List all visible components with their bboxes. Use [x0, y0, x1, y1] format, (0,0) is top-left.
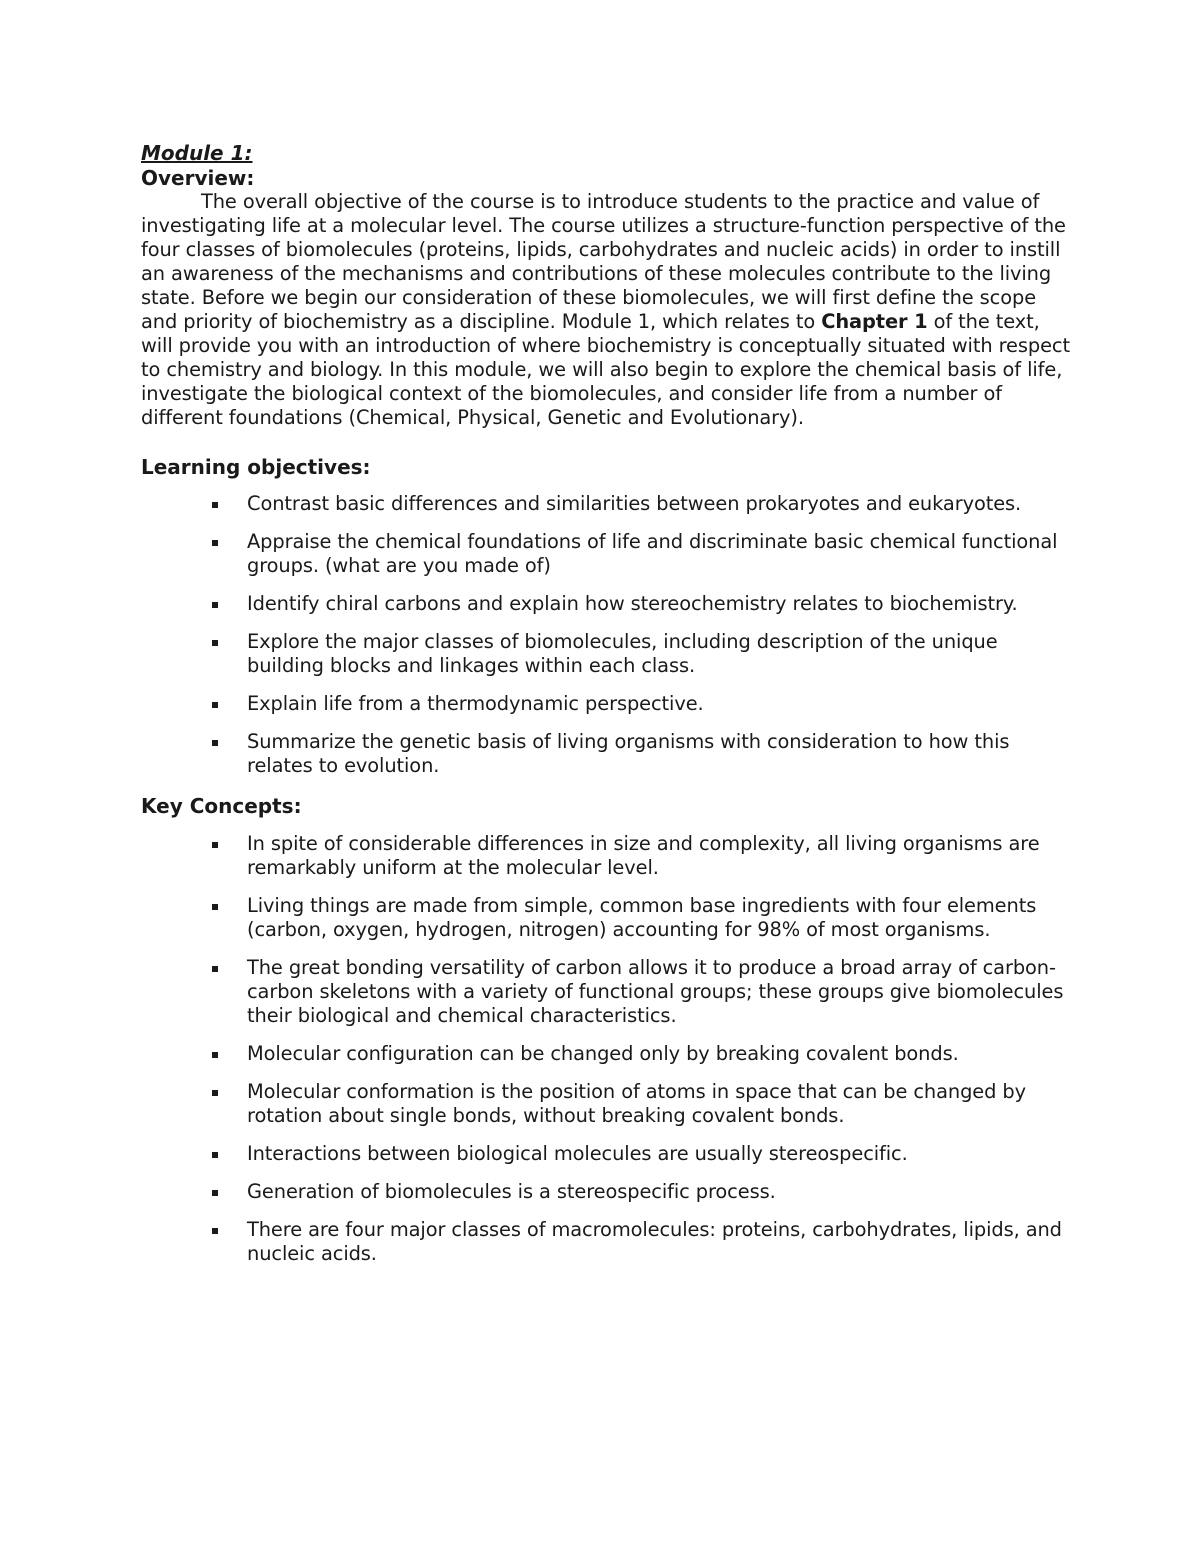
list-item: Explore the major classes of biomolecules, including description of the unique building blocks and linkages within each class.: [141, 630, 1071, 678]
bullet-icon: [212, 904, 218, 910]
bullet-icon: [212, 502, 218, 508]
list-item: In spite of considerable differences in size and complexity, all living organisms are remarkably uniform at the molecular level.: [141, 832, 1071, 880]
list-item: Explain life from a thermodynamic perspective.: [141, 692, 1071, 716]
list-item: Interactions between biological molecules are usually stereospecific.: [141, 1142, 1071, 1166]
overview-paragraph: [141, 190, 1071, 430]
key-concepts-list: [141, 832, 1071, 1266]
bullet-icon: [212, 740, 218, 746]
bullet-icon: [212, 966, 218, 972]
overview-text-part-1: The overall objective of the course is to introduce students to the practice and value of investigating life at a molecular level. The course utilizes a structure-function perspective of the four classes of biomolecules (proteins, lipids, carbohydrates and nucleic acids) in order to instill an awareness of the mechanisms and contributions of these molecules contribute to the living state. Before we begin our consideration of these biomolecules, we will first define the scope and priority of biochemistry as a discipline. Module 1, which relates to: [141, 190, 1066, 333]
bullet-icon: [212, 1190, 218, 1196]
bullet-icon: [212, 540, 218, 546]
module-title: Module 1:: [141, 141, 253, 165]
bullet-icon: [212, 1052, 218, 1058]
overview-heading: Overview:: [141, 166, 255, 190]
bullet-icon: [212, 1090, 218, 1096]
list-item: Molecular configuration can be changed only by breaking covalent bonds.: [141, 1042, 1071, 1066]
bullet-icon: [212, 602, 218, 608]
bullet-icon: [212, 1228, 218, 1234]
bullet-icon: [212, 842, 218, 848]
list-item: The great bonding versatility of carbon allows it to produce a broad array of carbon-carbon skeletons with a variety of functional groups; these groups give biomolecules their biological and chemical characteristics.: [141, 956, 1071, 1028]
list-item: Appraise the chemical foundations of life and discriminate basic chemical functional groups. (what are you made of): [141, 530, 1071, 578]
bullet-icon: [212, 702, 218, 708]
list-item: Molecular conformation is the position of atoms in space that can be changed by rotation about single bonds, without breaking covalent bonds.: [141, 1080, 1071, 1128]
document-page: [141, 140, 1071, 1280]
learning-objectives-list: [141, 492, 1071, 778]
bullet-icon: [212, 1152, 218, 1158]
overview-text-part-2: of the text, will provide you with an introduction of where biochemistry is conceptually situated with respect to chemistry and biology. In this module, we will also begin to explore the chemical basis of life, investigate the biological context of the biomolecules, and consider life from a number of different foundations (Chemical, Physical, Genetic and Evolutionary).: [141, 310, 1070, 429]
chapter-reference: Chapter 1: [821, 310, 928, 333]
list-item: Identify chiral carbons and explain how stereochemistry relates to biochemistry.: [141, 592, 1071, 616]
list-item: Contrast basic differences and similarities between prokaryotes and eukaryotes.: [141, 492, 1071, 516]
list-item: Summarize the genetic basis of living organisms with consideration to how this relates to evolution.: [141, 730, 1071, 778]
list-item: Living things are made from simple, common base ingredients with four elements (carbon, oxygen, hydrogen, nitrogen) accounting for 98% of most organisms.: [141, 894, 1071, 942]
learning-objectives-heading: Learning objectives:: [141, 455, 371, 479]
list-item: Generation of biomolecules is a stereospecific process.: [141, 1180, 1071, 1204]
key-concepts-heading: Key Concepts:: [141, 794, 302, 818]
list-item: There are four major classes of macromolecules: proteins, carbohydrates, lipids, and nucleic acids.: [141, 1218, 1071, 1266]
bullet-icon: [212, 640, 218, 646]
